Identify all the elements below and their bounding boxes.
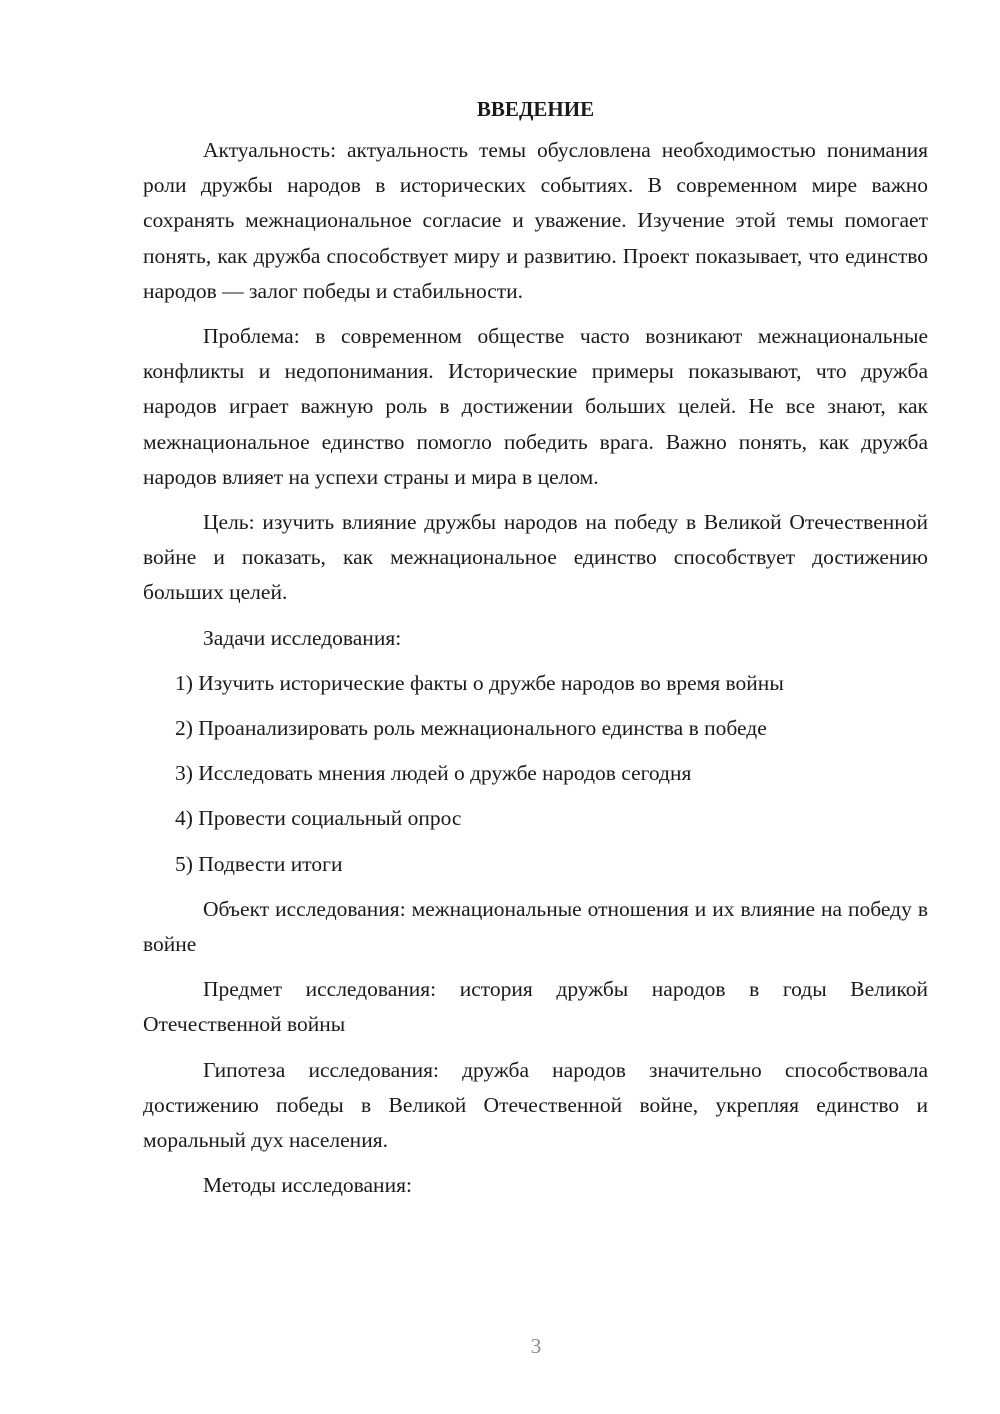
object-paragraph: Объект исследования: межнациональные отношения и их влияние на победу в войне [143,896,928,957]
problem-paragraph: Проблема: в современном обществе часто возникают межнациональные конфликты и недопонимания. Исторические примеры показывают, что дружба народов играет важную роль в достижении больших целей. Не все знают, как межнациональное единство помогло победить врага. Важно понять, как дружба народов влияет на успехи страны и мира в целом. [143,324,928,489]
document-page [143,92,928,1213]
subject-paragraph: Предмет исследования: история дружбы народов в годы Великой Отечественной войны [143,977,928,1037]
task-item: 3) Исследовать мнения людей о дружбе народов сегодня [175,761,692,786]
methods-heading: Методы исследования: [203,1173,412,1198]
section-title: ВВЕДЕНИЕ [476,97,595,121]
tasks-list [143,666,928,882]
task-item: 4) Провести социальный опрос [175,806,462,831]
hypothesis-paragraph: Гипотеза исследования: дружба народов значительно способствовала достижению победы в Великой Отечественной войне, укрепляя единство и моральный дух населения. [143,1057,928,1153]
task-item: 5) Подвести итоги [175,851,343,876]
goal-paragraph: Цель: изучить влияние дружбы народов на победу в Великой Отечественной войне и показать, как межнациональное единство способствует достижению больших целей. [143,510,928,605]
tasks-heading: Задачи исследования: [203,625,402,650]
page-number: 3 [530,1334,542,1358]
task-item: 2) Проанализировать роль межнационального единства в победе [175,716,767,741]
task-item: 1) Изучить исторические факты о дружбе народов во время войны [175,670,784,695]
relevance-paragraph: Актуальность: актуальность темы обусловлена необходимостью понимания роли дружбы народов в исторических событиях. В современном мире важно сохранять межнациональное согласие и уважение. Изучение этой темы помогает понять, как дружба способствует миру и развитию. Проект показывает, что единство народов — залог победы и стабильности. [143,138,928,303]
